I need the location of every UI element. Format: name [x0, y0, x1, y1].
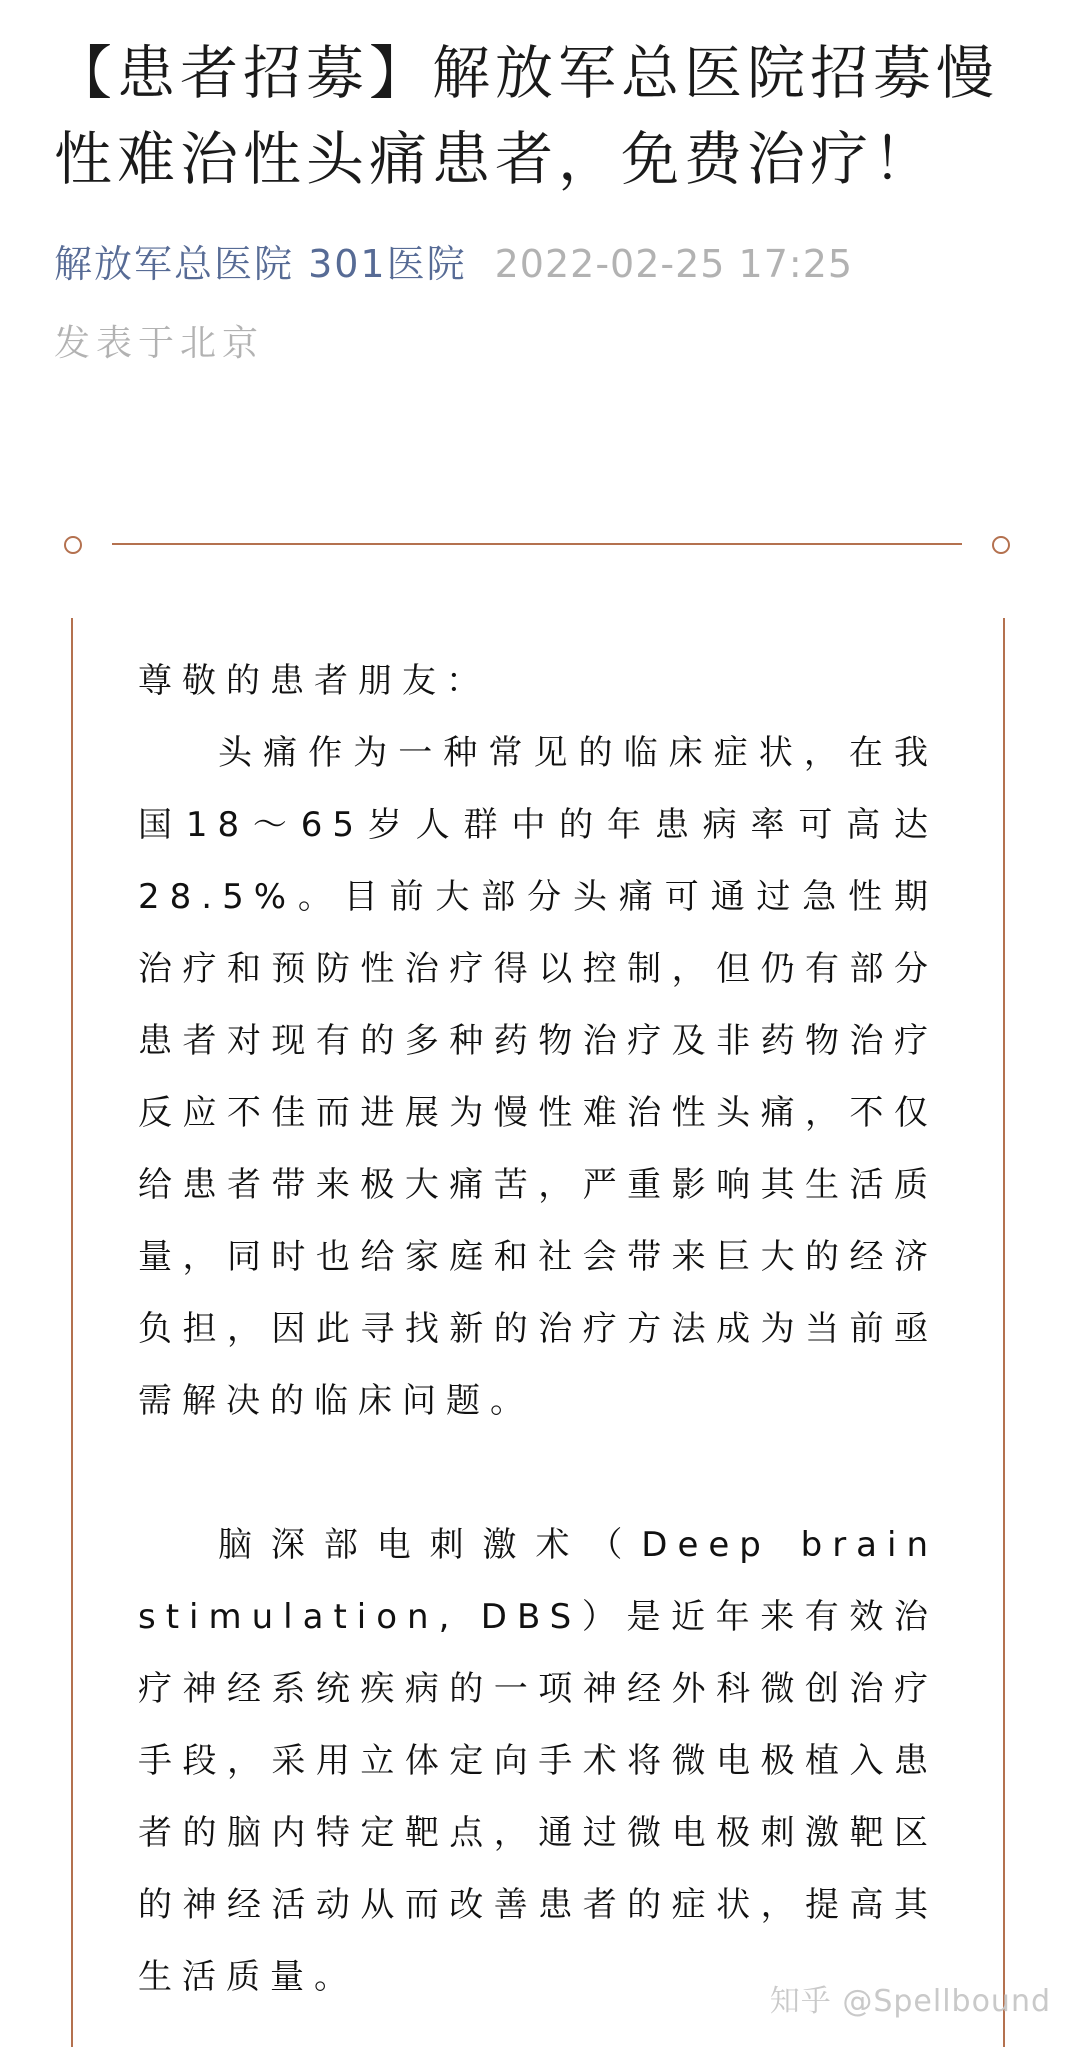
publish-location: 发表于北京: [54, 323, 265, 364]
article-title: 【患者招募】解放军总医院招募慢性难治性头痛患者，免费治疗！: [54, 39, 1000, 193]
divider-line: [112, 543, 962, 545]
divider-circle-right: [992, 536, 1010, 554]
article-body: [138, 645, 938, 2013]
paragraph-headache: 头痛作为一种常见的临床症状，在我国18～65岁人群中的年患病率可高达28.5%。目前大部分头痛可通过急性期治疗和预防性治疗得以控制，但仍有部分患者对现有的多种药物治疗及非药物治疗反应不佳而进展为慢性难治性头痛，不仅给患者带来极大痛苦，严重影响其生活质量，同时也给家庭和社会带来巨大的经济负担，因此寻找新的治疗方法成为当前亟需解决的临床问题。: [138, 733, 938, 1421]
divider-circle-left: [64, 536, 82, 554]
article-meta: [54, 238, 853, 290]
zhihu-watermark: 知乎 @Spellbound: [769, 1984, 1051, 2019]
frame-border-right: [1003, 618, 1005, 2047]
decorative-divider: [62, 530, 1012, 560]
frame-border-left: [71, 618, 73, 2047]
greeting-line: 尊敬的患者朋友：: [138, 661, 490, 701]
paragraph-dbs: 脑深部电刺激术（Deep brain stimulation, DBS）是近年来有效治疗神经系统疾病的一项神经外科微创治疗手段，采用立体定向手术将微电极植入患者的脑内特定靶点，通过微电极刺激靶区的神经活动从而改善患者的症状，提高其生活质量。: [138, 1525, 938, 1997]
author-link[interactable]: 解放军总医院 301医院: [54, 242, 467, 286]
publish-date: 2022-02-25 17:25: [494, 242, 854, 286]
